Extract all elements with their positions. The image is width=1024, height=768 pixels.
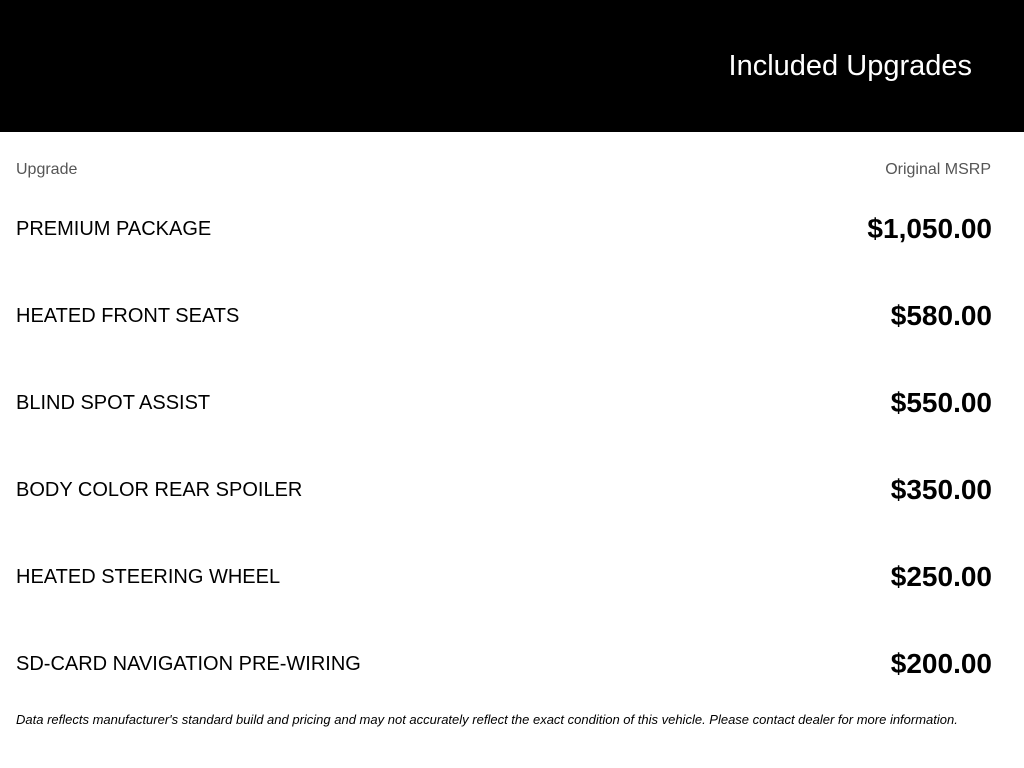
table-row bbox=[16, 382, 992, 422]
column-header-upgrade: Upgrade bbox=[16, 161, 78, 178]
upgrade-price: $1,050.00 bbox=[867, 213, 992, 244]
page-title: Included Upgrades bbox=[728, 50, 972, 82]
upgrade-name: BODY COLOR REAR SPOILER bbox=[16, 479, 303, 501]
disclaimer-text: Data reflects manufacturer's standard build and pricing and may not accurately reflect the exact condition of this vehicle. Please contact dealer for more information. bbox=[16, 712, 958, 727]
table-row bbox=[16, 556, 992, 596]
upgrade-name: PREMIUM PACKAGE bbox=[16, 218, 212, 240]
table-row bbox=[16, 643, 992, 683]
upgrade-price: $250.00 bbox=[890, 561, 992, 592]
upgrade-name: BLIND SPOT ASSIST bbox=[16, 392, 211, 414]
upgrade-price: $350.00 bbox=[890, 474, 992, 505]
upgrade-name: HEATED STEERING WHEEL bbox=[16, 566, 281, 588]
table-row bbox=[16, 208, 992, 248]
upgrade-name: HEATED FRONT SEATS bbox=[16, 305, 240, 327]
upgrade-price: $580.00 bbox=[890, 300, 992, 331]
upgrade-name: SD-CARD NAVIGATION PRE-WIRING bbox=[16, 653, 361, 675]
upgrade-price: $550.00 bbox=[890, 387, 992, 418]
upgrade-price: $200.00 bbox=[890, 648, 992, 679]
column-header-msrp: Original MSRP bbox=[885, 161, 991, 178]
table-row bbox=[16, 295, 992, 335]
header-bar bbox=[0, 0, 1024, 132]
table-row bbox=[16, 469, 992, 509]
